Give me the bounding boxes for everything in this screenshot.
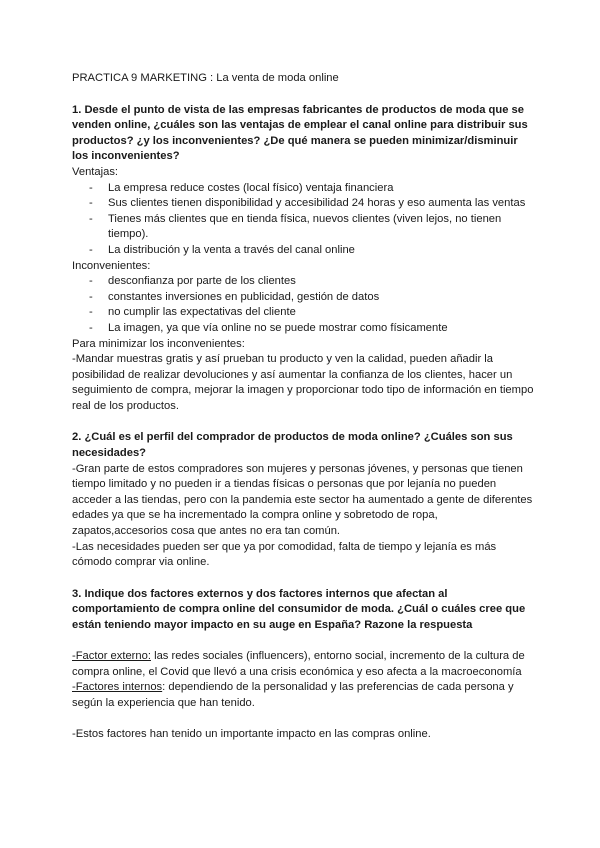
question-1: 1. Desde el punto de vista de las empresas fabricantes de productos de moda que se venden online, ¿cuáles son las ventajas de emplear el canal online para distribuir sus productos? ¿y los inconvenientes? ¿De qué manera se pueden minimizar/disminuir los inconvenientes?	[72, 103, 528, 163]
answer-2-profile: -Gran parte de estos compradores son mujeres y personas jóvenes, y personas que tienen tiempo limitado y no pueden ir a tiendas físicas o personas que por lejanía no pueden acceder a las tiendas, pero con la pandemia este sector ha aumentado a gente de diferentes edades ya que se ha incrementado la compra online y sobretodo de ropa, zapatos,accesorios cosa que antes no era tan común.	[72, 462, 533, 538]
list-item: - no cumplir las expectativas del cliente	[72, 305, 534, 321]
inconvenientes-label: Inconvenientes:	[72, 259, 151, 272]
factor-externo-text: las redes sociales (influencers), entorno social, incremento de la cultura de compra online, el Covid que llevó a una crisis económica y eso afecta a la macroeconomía	[72, 650, 525, 678]
document-title: PRACTICA 9 MARKETING : La venta de moda online	[72, 72, 339, 84]
question-2: 2. ¿Cuál es el perfil del comprador de productos de moda online? ¿Cuáles son sus necesidades?	[72, 431, 513, 460]
list-item: - constantes inversiones en publicidad, gestión de datos	[72, 290, 534, 306]
minimizar-label: Para minimizar los inconvenientes:	[72, 337, 245, 350]
list-item: - Tienes más clientes que en tienda física, nuevos clientes (viven lejos, no tienen tiempo).	[72, 212, 534, 243]
ventajas-label: Ventajas:	[72, 165, 119, 178]
factores-internos-text: : dependiendo de la personalidad y las preferencias de cada persona y según la experiencia que han tenido.	[72, 681, 514, 709]
list-item: - desconfianza por parte de los clientes	[72, 274, 534, 290]
paragraph-spacer	[72, 634, 534, 650]
factor-externo	[72, 649, 534, 680]
list-item: - Sus clientes tienen disponibilidad y accesibilidad 24 horas y eso aumenta las ventas	[72, 196, 534, 212]
ventajas-list	[72, 181, 534, 259]
paragraph-spacer	[72, 712, 534, 728]
list-item: - La distribución y la venta a través del canal online	[72, 243, 534, 259]
factores-internos-label: -Factores internos	[72, 681, 163, 694]
conclusion-text: -Estos factores han tenido un importante impacto en las compras online.	[72, 728, 431, 741]
factores-internos	[72, 680, 534, 711]
document-body	[72, 71, 534, 743]
minimizar-text: -Mandar muestras gratis y así prueban tu producto y ven la calidad, pueden añadir la posibilidad de realizar devoluciones y así aumentar la confianza de los clientes, hacer un seguimiento de compra, mejorar la imagen y proporcionar todo tipo de información en tiempo real de los productos.	[72, 353, 534, 412]
answer-2-needs: -Las necesidades pueden ser que ya por comodidad, falta de tiempo y lejanía es más cómodo comprar via online.	[72, 540, 497, 569]
factor-externo-label: -Factor externo:	[72, 650, 151, 663]
list-item: - La empresa reduce costes (local físico) ventaja financiera	[72, 181, 534, 197]
list-item: - La imagen, ya que vía online no se puede mostrar como físicamente	[72, 321, 534, 337]
question-3: 3. Indique dos factores externos y dos factores internos que afectan al comportamiento de compra online del consumidor de moda. ¿Cuál o cuáles cree que están teniendo mayor impacto en su auge en España? Razone la respuesta	[72, 587, 526, 631]
inconvenientes-list	[72, 274, 534, 336]
